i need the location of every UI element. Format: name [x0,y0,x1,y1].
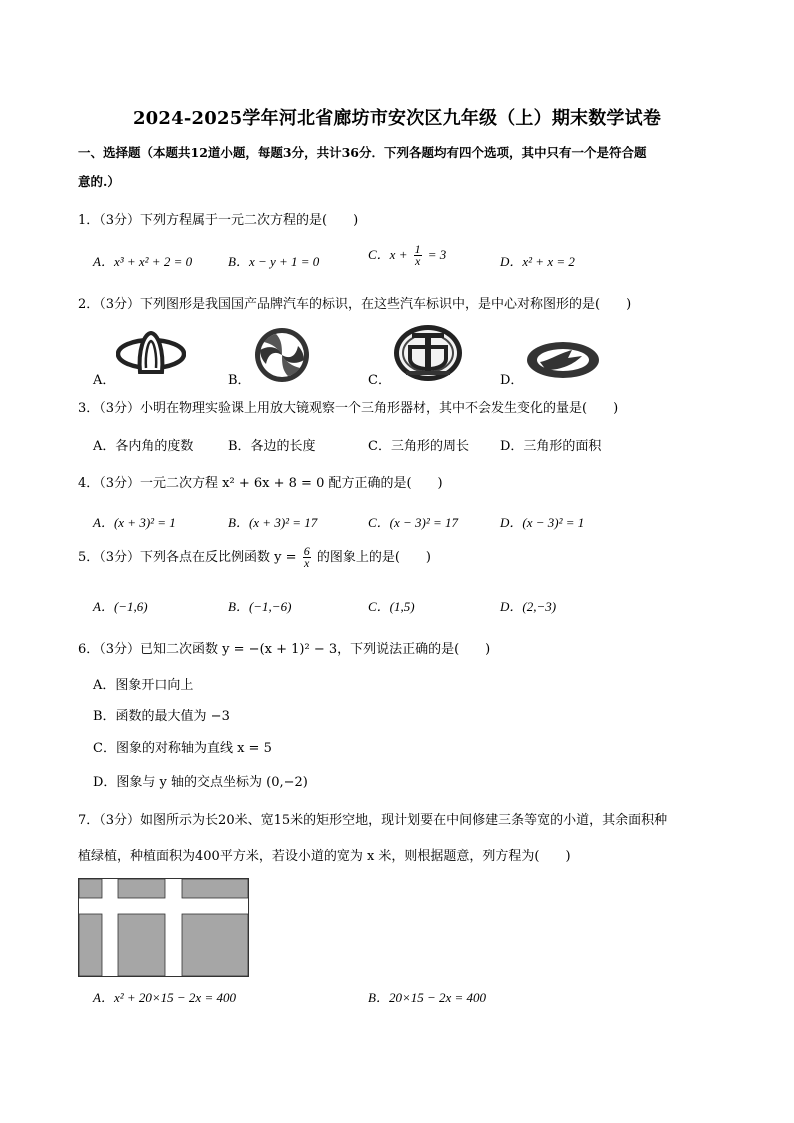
question-1-stem: 1．（3分）下列方程属于一元二次方程的是( ) [78,213,359,228]
car-logo-d-icon [526,340,600,380]
q5-option-b: B．(−1,−6) [228,599,292,614]
rectangle-land-figure [78,878,249,978]
q6-option-a: A．图象开口向上 [93,678,194,693]
question-5-stem [78,546,738,569]
q5-stem-suffix: 的图象上的是( ) [316,550,431,565]
q5-option-d: D．(2,−3) [500,599,557,614]
car-logo-a-icon [116,328,186,380]
q5-fraction-numerator: 6 [303,544,310,558]
q5-option-c: C．(1,5) [368,599,415,614]
q2-option-c-label: C． [368,373,391,388]
q5-fraction [303,546,311,569]
q1-fraction-denominator: x [414,254,421,268]
question-4-stem: 4．（3分）一元二次方程 x² + 6x + 8 = 0 配方正确的是( ) [78,476,443,491]
q1-fraction-numerator: 1 [414,242,421,256]
q1-option-c-fraction [414,244,422,267]
q1-option-c [368,244,446,267]
q4-option-a: A．(x + 3)² = 1 [93,515,176,530]
q3-option-c: C．三角形的周长 [368,439,469,454]
q2-option-b-label: B． [228,373,251,388]
q2-option-a-label: A． [93,373,116,388]
q3-option-a: A．各内角的度数 [93,439,194,454]
q6-option-d: D．图象与 y 轴的交点坐标为 (0,−2) [93,775,308,790]
q1-option-c-suffix: = 3 [427,247,447,262]
page-title: 2024-2025学年河北省廊坊市安次区九年级（上）期末数学试卷 [132,108,662,129]
q5-option-a: A．(−1,6) [93,599,148,614]
q1-option-c-prefix: C．x + [368,247,408,262]
question-3-stem: 3．（3分）小明在物理实验课上用放大镜观察一个三角形器材，其中不会发生变化的量是( ) [78,401,619,416]
q4-option-d: D．(x − 3)² = 1 [500,515,585,530]
question-7-stem-line-1: 7．（3分）如图所示为长20米、宽15米的矩形空地，现计划要在中间修建三条等宽的小道，其余面积种 [78,813,668,828]
section-heading-line-1: 一、选择题（本题共12道小题，每题3分，共计36分．下列各题均有四个选项，其中只有一个是符合题 [78,145,647,160]
q4-option-b: B．(x + 3)² = 17 [228,515,318,530]
q1-option-d: D．x² + x = 2 [500,254,575,269]
q5-stem-prefix: 5．（3分）下列各点在反比例函数 y = [78,550,297,565]
q7-option-b: B．20×15 − 2x = 400 [368,990,487,1005]
q2-option-d-label: D． [500,373,524,388]
q7-option-a: A．x² + 20×15 − 2x = 400 [93,990,236,1005]
q6-option-b: B．函数的最大值为 −3 [93,709,230,724]
section-heading-line-2: 意的.） [78,174,120,189]
q3-option-d: D．三角形的面积 [500,439,602,454]
question-2-stem: 2．（3分）下列图形是我国国产品牌汽车的标识，在这些汽车标识中，是中心对称图形的是( ) [78,297,632,312]
q1-option-b: B．x − y + 1 = 0 [228,254,320,269]
q4-option-c: C．(x − 3)² = 17 [368,515,459,530]
question-6-stem: 6．（3分）已知二次函数 y = −(x + 1)² − 3，下列说法正确的是( ) [78,642,491,657]
car-logo-b-icon [252,326,312,384]
car-logo-c-icon [392,323,464,383]
q1-option-a: A．x³ + x² + 2 = 0 [93,254,193,269]
q5-fraction-denominator: x [304,556,310,570]
question-7-stem-line-2: 植绿植，种植面积为400平方米，若设小道的宽为 x 米，则根据题意，列方程为( ) [78,849,571,864]
q6-option-c: C．图象的对称轴为直线 x = 5 [93,741,272,756]
q3-option-b: B．各边的长度 [228,439,316,454]
